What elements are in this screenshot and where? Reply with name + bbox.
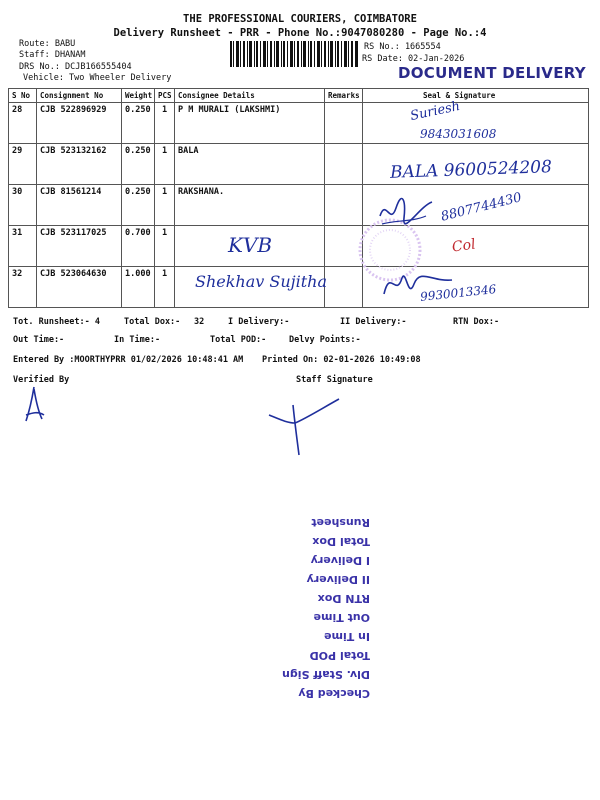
handwritten-name-31: KVB [228, 233, 273, 257]
stamp-line: II Delivery [306, 573, 370, 586]
handwritten-phone-28: 9843031608 [420, 127, 497, 141]
verifier-signature [22, 385, 48, 425]
col-weight: Weight [122, 89, 155, 103]
stamp-line: Total Dox [312, 535, 370, 548]
sno-cell: 28 [9, 103, 37, 144]
consignee-cell: RAKSHANA. [175, 185, 325, 226]
sno-cell: 29 [9, 144, 37, 185]
stamp-line: RTN Dox [317, 592, 370, 605]
handwritten-signature-28: Suriesh [408, 98, 462, 125]
staff-signature-label: Staff Signature [296, 375, 373, 385]
pcs-cell: 1 [155, 267, 175, 308]
table-header-row [9, 89, 589, 103]
stamp-line: Total POD [309, 649, 370, 662]
consignment-cell: CJB 522896929 [37, 103, 122, 144]
col-consignment: Consignment No [37, 89, 122, 103]
pcs-cell: 1 [155, 226, 175, 267]
consignee-cell: BALA [175, 144, 325, 185]
drs-number: DRS No.: DCJB166555404 [19, 62, 132, 72]
weight-cell: 0.250 [122, 144, 155, 185]
sno-cell: 32 [9, 267, 37, 308]
out-time: Out Time:- [13, 335, 65, 345]
col-sno: S No [9, 89, 37, 103]
verified-by-label: Verified By [13, 375, 70, 385]
weight-cell: 0.700 [122, 226, 155, 267]
weight-cell: 0.250 [122, 185, 155, 226]
consignment-cell: CJB 523064630 [37, 267, 122, 308]
col-remarks: Remarks [325, 89, 363, 103]
runsheet-title: Delivery Runsheet - PRR - Phone No.:9047080280 - Page No.:4 [113, 27, 487, 39]
weight-cell: 0.250 [122, 103, 155, 144]
vehicle: Vehicle: Two Wheeler Delivery [23, 73, 172, 83]
route: Route: BABU [19, 39, 76, 49]
consignment-cell: CJB 523117025 [37, 226, 122, 267]
weight-cell: 1.000 [122, 267, 155, 308]
total-dox-label: Total Dox:- [124, 317, 181, 327]
staff: Staff: DHANAM [19, 50, 86, 60]
total-runsheet: Tot. Runsheet:- 4 [13, 317, 100, 327]
consignment-cell: CJB 81561214 [37, 185, 122, 226]
col-seal-signature: Seal & Signature [363, 89, 589, 103]
company-name: THE PROFESSIONAL COURIERS, COIMBATORE [183, 13, 417, 25]
remarks-cell [325, 103, 363, 144]
col-pcs: PCS [155, 89, 175, 103]
rs-date: RS Date: 02-Jan-2026 [362, 54, 465, 64]
handwritten-phone-32: 9930013346 [419, 282, 497, 304]
stamp-line: Out Time [313, 611, 370, 624]
total-dox-value: 32 [194, 317, 205, 327]
remarks-cell [325, 144, 363, 185]
pcs-cell: 1 [155, 185, 175, 226]
total-pod: Total POD:- [210, 335, 267, 345]
handwritten-name-32: Shekhav Sujitha [195, 272, 328, 291]
scribble-signature-30 [376, 196, 436, 230]
stamp-line: I Delivery [310, 554, 370, 567]
sno-cell: 31 [9, 226, 37, 267]
delivery-points: Delvy Points:- [289, 335, 361, 345]
red-stamp-mark: Col [451, 236, 477, 256]
table-row [9, 226, 589, 267]
stamp-line: Dlv. Staff Sign [282, 668, 370, 681]
barcode [230, 41, 358, 67]
document-type-label: DOCUMENT DELIVERY [398, 64, 586, 82]
stamp-line: Checked By [298, 687, 370, 700]
ii-delivery: II Delivery:- [340, 317, 407, 327]
pcs-cell: 1 [155, 103, 175, 144]
consignee-cell: P M MURALI (LAKSHMI) [175, 103, 325, 144]
handwritten-signature-29: BALA 9600524208 [389, 157, 553, 183]
i-delivery: I Delivery:- [228, 317, 290, 327]
stamp-line: In Time [324, 630, 370, 643]
staff-signature [265, 395, 345, 460]
col-consignee: Consignee Details [175, 89, 325, 103]
table-row [9, 103, 589, 144]
consignment-cell: CJB 523132162 [37, 144, 122, 185]
pcs-cell: 1 [155, 144, 175, 185]
printed-on: Printed On: 02-01-2026 10:49:08 [262, 355, 421, 365]
reverse-side-stamp [230, 490, 370, 700]
sno-cell: 30 [9, 185, 37, 226]
rtn-dox: RTN Dox:- [453, 317, 500, 327]
stamp-line: Runsheet [311, 516, 370, 529]
handwritten-phone-30: 8807744430 [439, 190, 524, 225]
in-time: In Time:- [114, 335, 161, 345]
rs-number: RS No.: 1665554 [364, 42, 441, 52]
entered-by: Entered By :MOORTHYPRR 01/02/2026 10:48:41 AM [13, 355, 244, 365]
